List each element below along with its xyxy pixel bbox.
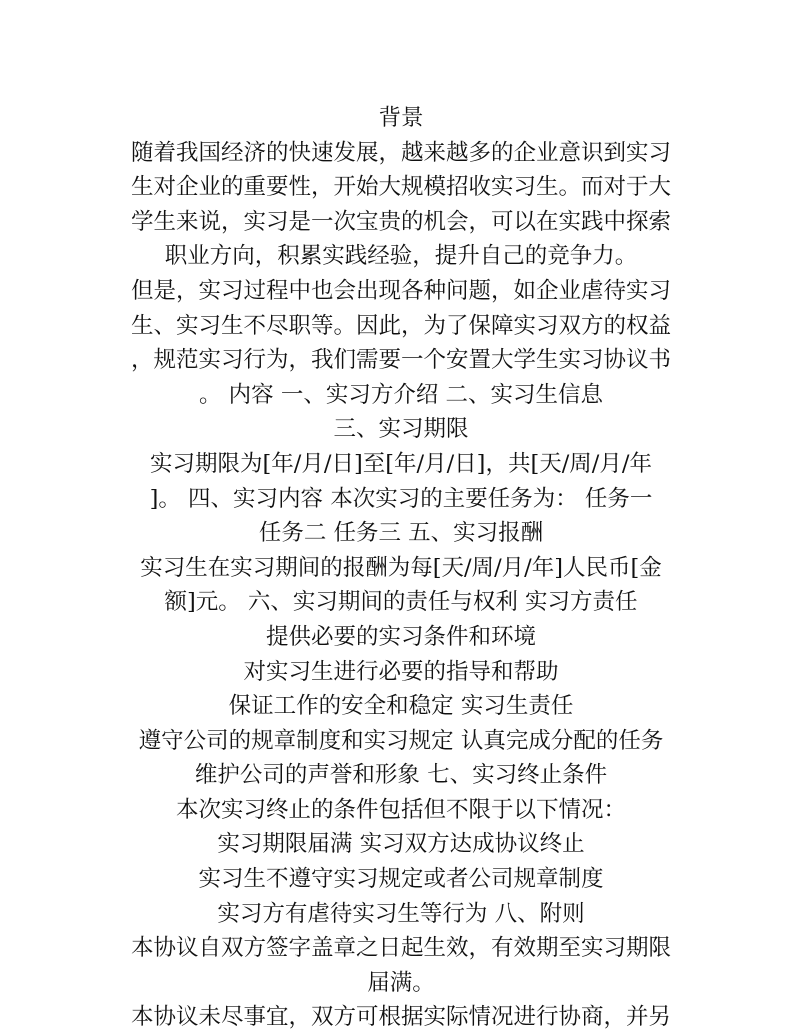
paragraph-line: 。 内容 一、实习方介绍 二、实习生信息 <box>199 381 603 408</box>
paragraph-line: 额]元。 六、实习期间的责任与权利 实习方责任 <box>164 589 638 616</box>
paragraph-line: ，规范实习行为，我们需要一个安置大学生实习协议书 <box>130 347 671 374</box>
paragraph-line: ]。 四、实习内容 本次实习的主要任务为： 任务一 <box>149 485 653 512</box>
paragraph-line: 届满。 <box>367 969 435 996</box>
paragraph-line: 本协议未尽事宜，双方可根据实际情况进行协商，并另 <box>130 1004 671 1031</box>
paragraph-line: 生对企业的重要性，开始大规模招收实习生。而对于大 <box>130 174 671 201</box>
paragraph-line: 实习生在实习期间的报酬为每[天/周/月/年]人民币[金 <box>140 554 662 581</box>
paragraph-line: 对实习生进行必要的指导和帮助 <box>243 658 559 685</box>
paragraph-line: 学生来说，实习是一次宝贵的机会，可以在实践中探索 <box>130 208 671 235</box>
section-title-background: 背景 <box>378 105 424 131</box>
paragraph-line: 职业方向，积累实践经验，提升自己的竞争力。 <box>164 243 638 270</box>
paragraph-line: 本次实习终止的条件包括但不限于以下情况： <box>175 796 626 823</box>
paragraph-line: 实习期限届满 实习双方达成协议终止 <box>217 831 585 858</box>
paragraph-line: 维护公司的声誉和形象 七、实习终止条件 <box>194 762 608 789</box>
paragraph-line: 遵守公司的规章制度和实习规定 认真完成分配的任务 <box>138 727 664 754</box>
paragraph-line: 实习方有虐待实习生等行为 八、附则 <box>217 900 585 927</box>
paragraph-line: 提供必要的实习条件和环境 <box>265 623 536 650</box>
paragraph-line: 保证工作的安全和稳定 实习生责任 <box>228 693 574 720</box>
document-body <box>116 101 686 1035</box>
section-heading: 三、实习期限 <box>333 416 469 443</box>
paragraph-line: 实习期限为[年/月/日]至[年/月/日]，共[天/周/月/年 <box>150 450 652 477</box>
paragraph-line: 实习生不遵守实习规定或者公司规章制度 <box>198 866 604 893</box>
paragraph-line: 任务二 任务三 五、实习报酬 <box>258 520 544 547</box>
paragraph-line: 随着我国经济的快速发展，越来越多的企业意识到实习 <box>130 139 671 166</box>
paragraph-line: 但是，实习过程中也会出现各种问题，如企业虐待实习 <box>130 277 671 304</box>
paragraph-line: 本协议自双方签字盖章之日起生效，有效期至实习期限 <box>130 935 671 962</box>
paragraph-line: 生、实习生不尽职等。因此，为了保障实习双方的权益 <box>130 312 671 339</box>
